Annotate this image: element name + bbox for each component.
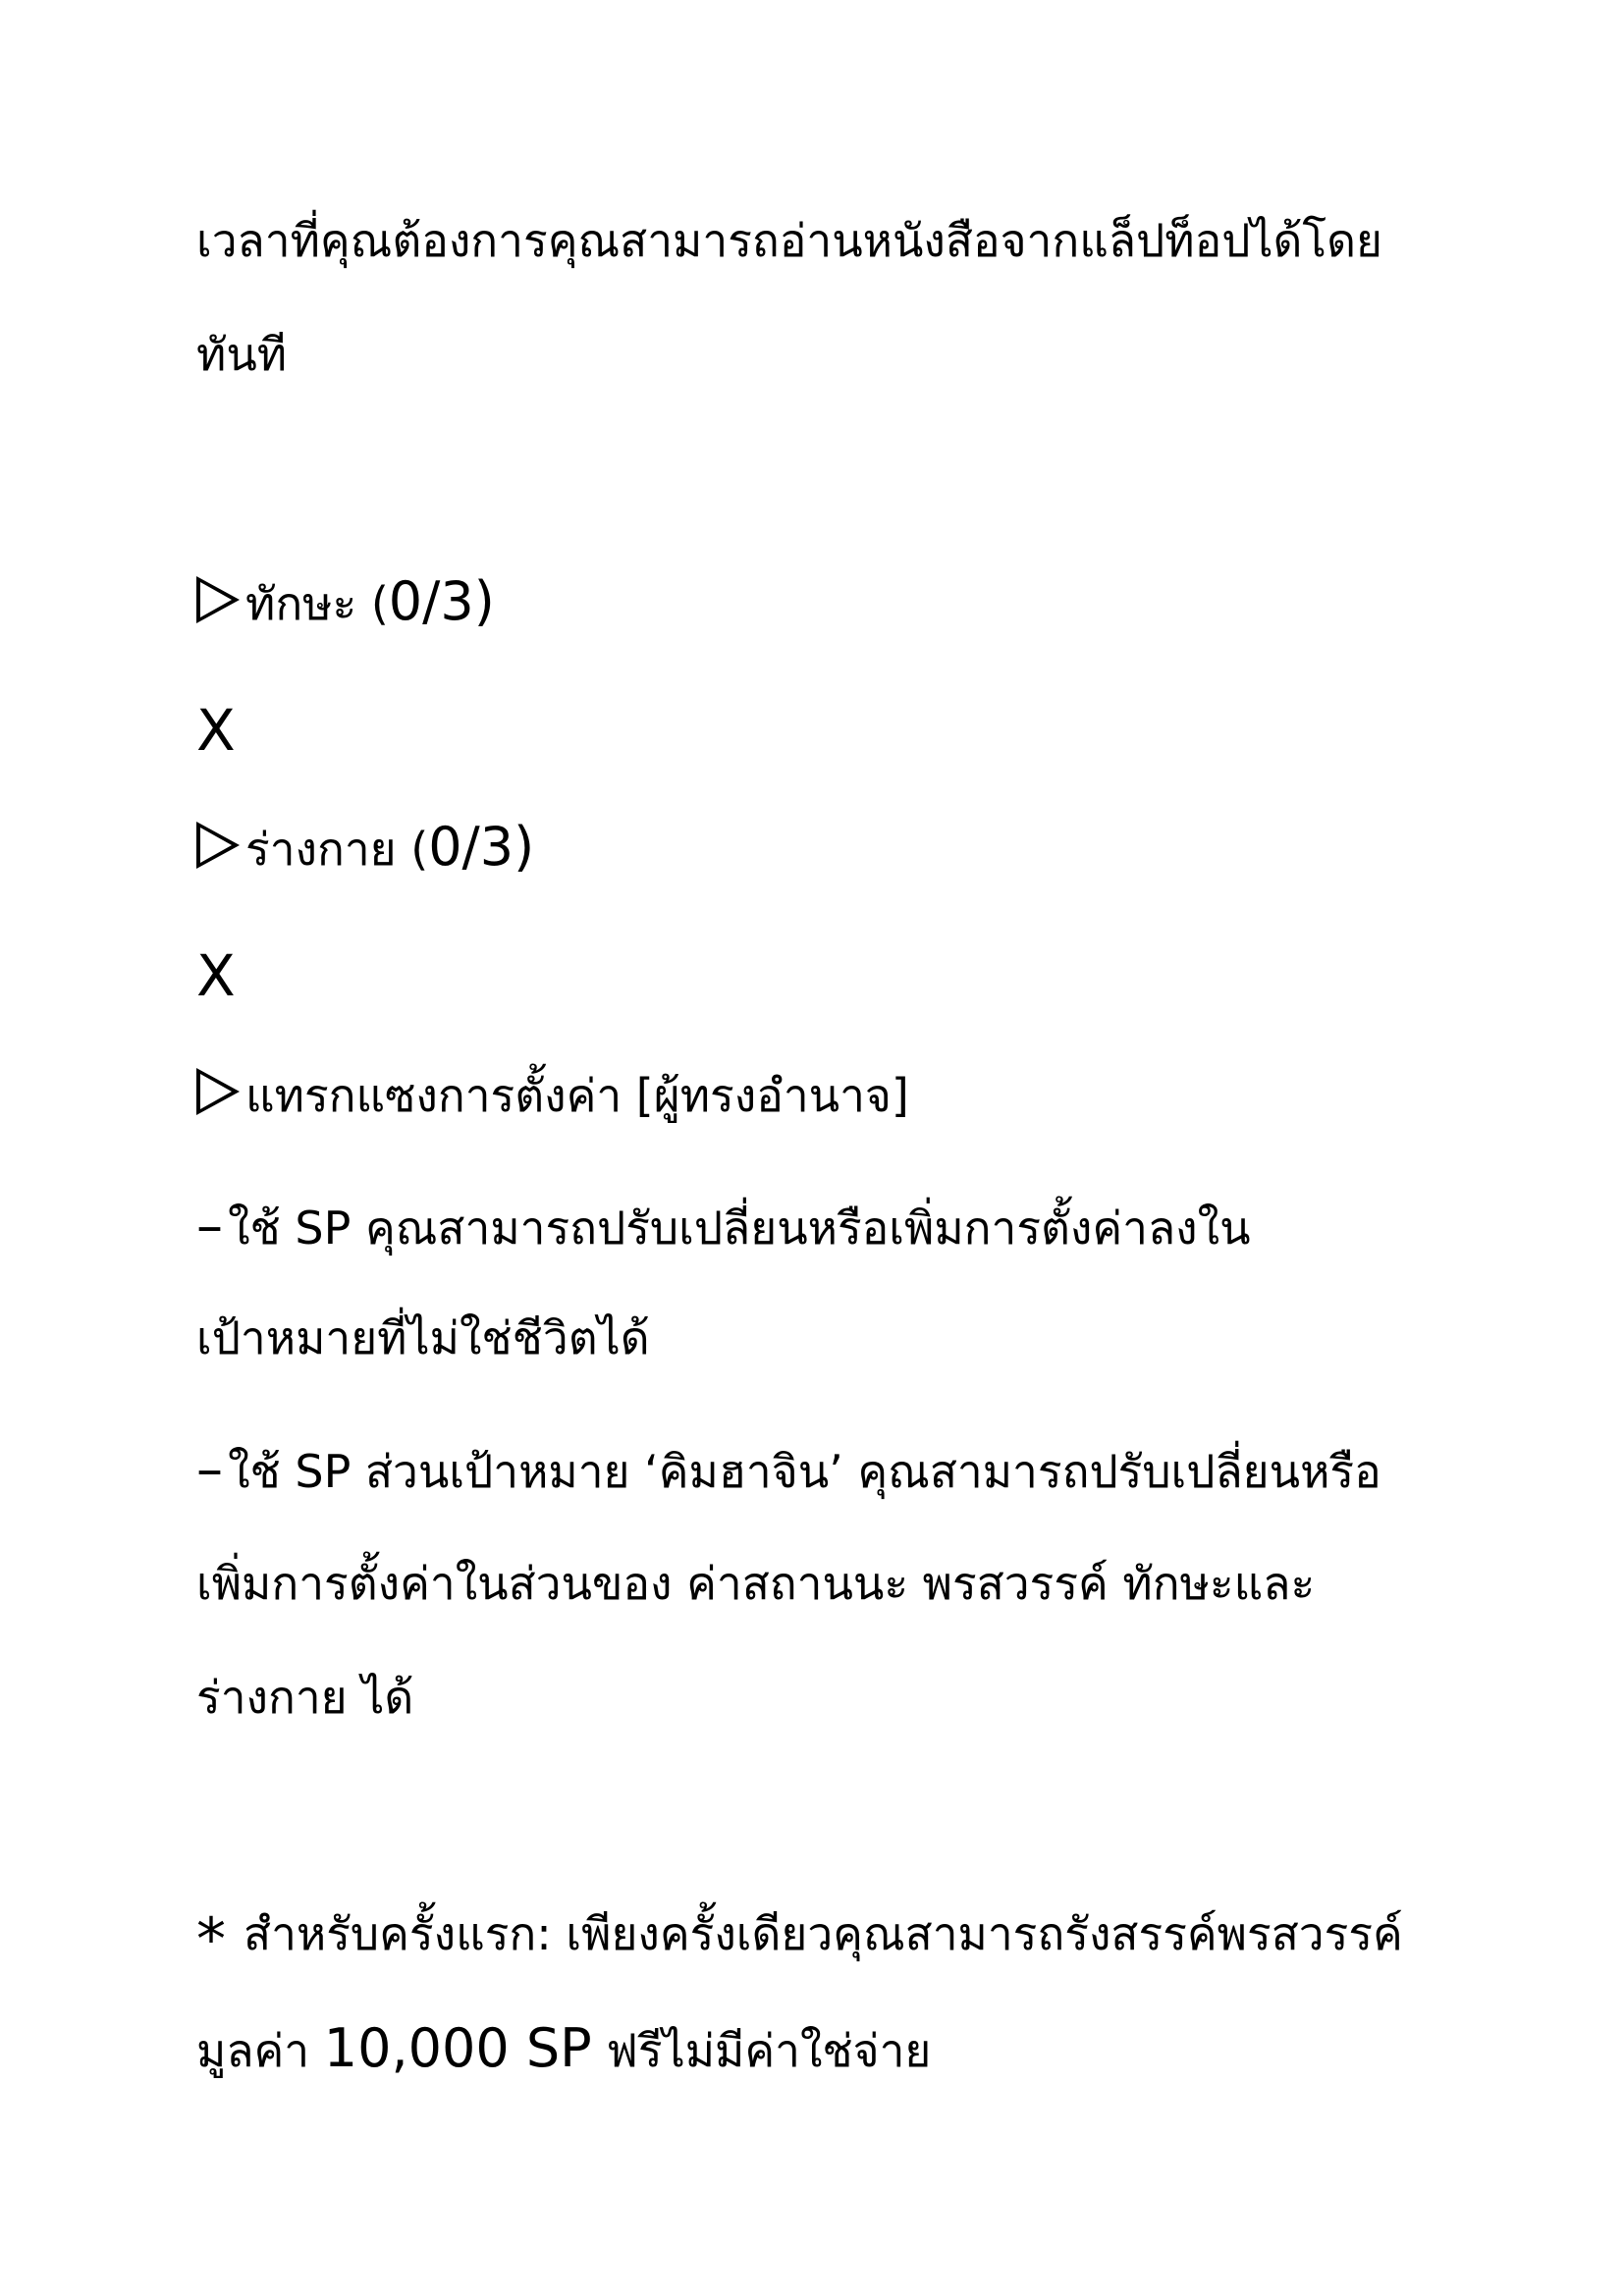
bullet-1-sp: ใช้ SP <box>228 1201 352 1255</box>
paragraph-line-1: เวลาที่คุณต้องการคุณสามารถอ่านหนังสือจากแล็ปท็อปได้โดย <box>196 214 1382 267</box>
triangle-right-icon <box>196 576 240 623</box>
note-prefix: มูลค่า <box>196 2024 324 2077</box>
bullet-2-sp: ใช้ SP <box>228 1445 352 1498</box>
triangle-right-icon <box>196 822 240 869</box>
stat-skill-mark: X <box>196 697 236 764</box>
triangle-right-icon <box>196 1068 240 1115</box>
bullet-2-dash: – <box>196 1438 223 1500</box>
bullet-1-text: คุณสามารถปรับเปลี่ยนหรือเพิ่มการตั้งค่าลงใน <box>351 1201 1251 1255</box>
paragraph-line-2: ทันที <box>196 328 288 381</box>
stat-skill-value: 0/3) <box>388 570 495 632</box>
bullet-1-dash: – <box>196 1195 223 1256</box>
stat-body-label: ร่างกาย ( <box>245 823 429 876</box>
note-suffix: ฟรีไม่มีค่าใช่จ่าย <box>591 2024 932 2077</box>
bullet-2-text: ส่วนเป้าหมาย ‘คิมฮาจิน’ คุณสามารถปรับเปลี่ยนหรือ <box>351 1445 1381 1498</box>
bullet-2-line-3: ร่างกาย ได้ <box>196 1671 414 1724</box>
bullet-1-line-2: เป้าหมายที่ไม่ใช่ชีวิตได้ <box>196 1311 650 1364</box>
bullet-1-line-1 <box>196 1195 1251 1256</box>
stat-skill-label: ทักษะ ( <box>245 577 389 630</box>
note-text-1: สำหรับครั้งแรก: เพียงครั้งเดียวคุณสามารถรังสรรค์พรสวรรค์ <box>244 1907 1403 1960</box>
note-line-1 <box>196 1905 1403 1974</box>
settings-heading <box>196 1068 909 1122</box>
asterisk-icon: * <box>196 1905 226 1974</box>
stat-body <box>196 816 535 878</box>
bullet-2-line-2: เพิ่มการตั้งค่าในส่วนของ ค่าสถานนะ พรสวรรค์ ทักษะและ <box>196 1557 1316 1610</box>
stat-skill <box>196 570 495 632</box>
stat-body-mark: X <box>196 942 236 1009</box>
settings-title: แทรกแซงการตั้งค่า [ผู้ทรงอำนาจ] <box>245 1069 909 1122</box>
note-line-2 <box>196 2017 932 2079</box>
stat-body-value: 0/3) <box>428 816 535 878</box>
note-amount: 10,000 SP <box>323 2017 592 2079</box>
bullet-2-line-1 <box>196 1438 1381 1500</box>
